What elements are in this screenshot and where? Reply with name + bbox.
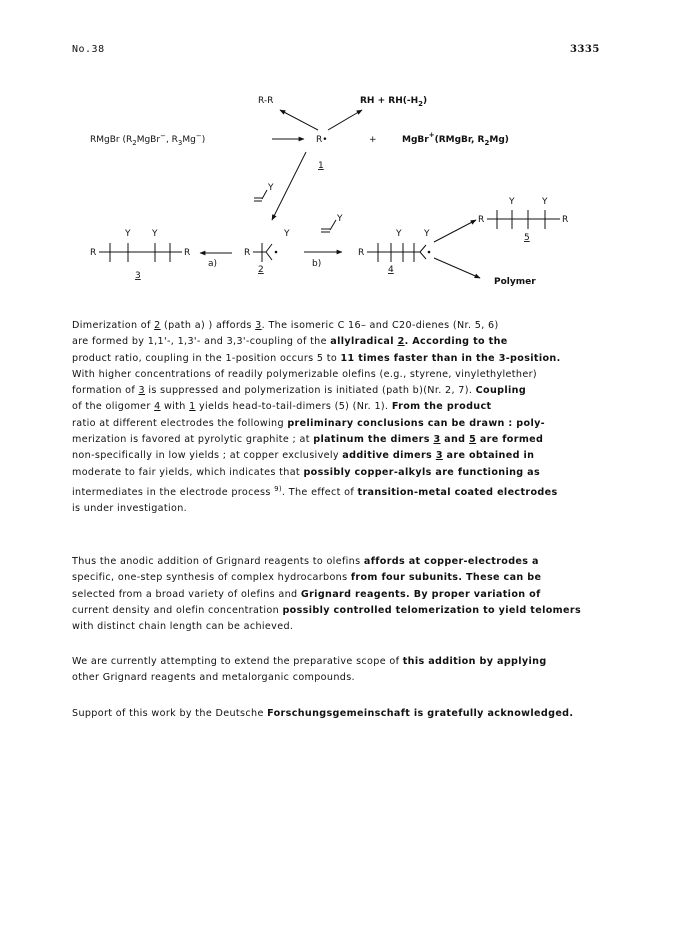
text-run: is suppressed and polymerization is initiated (path b)(Nr. 2, 7). — [145, 385, 476, 397]
text-run: moderate to fair yields, which indicates that — [72, 466, 304, 478]
svg-text:Y: Y — [152, 229, 158, 239]
arrow-radical-to-2 — [272, 152, 306, 220]
text-run: this addition by applying — [402, 656, 547, 667]
olefin-y-structure-b — [321, 214, 343, 232]
text-run: with distinct chain length can be achieved. — [72, 621, 294, 633]
paragraph-dimerization — [72, 318, 612, 518]
svg-text:Y: Y — [284, 229, 290, 239]
svg-text:Y: Y — [542, 197, 548, 207]
reaction-scheme — [0, 80, 680, 290]
text-run: affords at copper-electrodes a — [363, 556, 539, 567]
text-run: other Grignard reagents and metalorganic compounds. — [72, 672, 355, 684]
text-run: 5 — [469, 434, 477, 446]
text-run: . The isomeric C 16– and C20-dienes (Nr. 5, 6) — [261, 320, 499, 331]
paragraph-acknowledgement — [72, 706, 612, 722]
svg-text:Y: Y — [424, 229, 430, 239]
text-run: Grignard reagents. By proper variation of — [300, 588, 541, 600]
svg-text:R: R — [184, 248, 191, 258]
text-run: Forschungsgemeinschaft is gratefully acknowledged. — [267, 708, 574, 719]
text-run: 9) — [274, 484, 282, 493]
text-run: platinum the dimers — [313, 434, 434, 446]
journal-issue: No.38 — [72, 44, 105, 55]
text-run: Coupling — [475, 385, 527, 397]
svg-text:2: 2 — [258, 265, 264, 275]
text-run: are obtained in — [442, 450, 535, 462]
arrow-to-rr — [280, 110, 318, 130]
text-run: We are currently attempting to extend the preparative scope of — [72, 656, 403, 667]
text-run: is under investigation. — [72, 503, 188, 515]
text-run: product ratio, coupling in the 1-position occurs 5 to — [72, 352, 341, 364]
oligomer-4-structure — [358, 229, 430, 275]
text-run: 3 — [138, 385, 145, 397]
text-run: specific, one-step synthesis of complex hydrocarbons — [72, 572, 351, 584]
arrow-to-rh — [328, 110, 362, 130]
text-run: merization is favored at pyrolytic graphite ; at — [72, 434, 314, 446]
text-run: are formed — [476, 434, 544, 446]
allylradical-2-structure — [244, 229, 290, 275]
text-run: selected from a broad variety of olefins and — [72, 588, 301, 600]
rh-products-label: RH + $RH(-H_2)$ — [360, 96, 428, 108]
text-run: Support of this work by the Deutsche — [72, 708, 268, 719]
text-run: non-specifically in low yields ; at copper exclusively — [72, 450, 343, 462]
svg-text:Y: Y — [509, 197, 515, 207]
text-run: possibly controlled telomerization to yield telomers — [282, 604, 582, 616]
polymer-label: Polymer — [494, 277, 536, 287]
text-run: yields head-to-tail-dimers (5) (Nr. 1). — [195, 401, 392, 413]
text-run: of the oligomer — [72, 401, 155, 413]
text-run: possibly copper-alkyls are functioning as — [303, 466, 541, 478]
text-run: 4 — [154, 401, 161, 413]
text-run: 3 — [435, 450, 443, 462]
text-run: current density and olefin concentration — [72, 604, 283, 616]
text-run: transition-metal coated electrodes — [357, 487, 558, 499]
svg-text:R: R — [562, 215, 569, 225]
svg-text:Y: Y — [268, 183, 274, 193]
text-run: preliminary conclusions can be drawn : poly- — [287, 417, 546, 429]
dimer-3-structure — [90, 229, 190, 281]
text-run: 1 — [189, 401, 196, 413]
head-to-tail-dimer-5-structure — [478, 197, 568, 243]
text-run: allylradical — [330, 336, 398, 348]
svg-text:Y: Y — [337, 214, 343, 224]
text-run: ratio at different electrodes the following — [72, 417, 288, 429]
svg-text:Y: Y — [125, 229, 131, 239]
text-run: 11 times faster than in the 3-position. — [340, 352, 561, 364]
text-run: intermediates in the electrode process — [72, 487, 275, 499]
svg-text:R: R — [358, 248, 365, 258]
radical-label: R• — [316, 135, 328, 145]
arrow-to-dimer-5 — [434, 220, 476, 242]
text-run: are formed by 1,1'-, 1,3'- and 3,3'-coupling of the — [72, 336, 331, 348]
text-run: 3 — [433, 434, 441, 446]
path-b-label: b) — [312, 259, 322, 269]
svg-text:3: 3 — [135, 271, 141, 281]
page-number: 3335 — [570, 44, 600, 55]
paragraph-anodic-addition — [72, 554, 612, 635]
text-run: 3 — [255, 320, 262, 331]
arrow-to-polymer — [434, 258, 480, 278]
svg-text:R: R — [478, 215, 485, 225]
text-run: From the product — [391, 401, 492, 413]
svg-text:R: R — [244, 248, 251, 258]
text-run: and — [440, 434, 470, 446]
text-run: . The effect of — [281, 487, 358, 499]
magnesium-species-label: MgBr+(RMgBr, $R_2Mg$) — [402, 131, 509, 147]
text-run: Thus the anodic addition of Grignard reagents to olefins — [72, 556, 364, 567]
path-a-label: a) — [208, 259, 218, 269]
compound-1-label: 1 — [318, 161, 324, 171]
text-run: (path a) ) affords — [160, 320, 256, 331]
paragraph-preparative-scope — [72, 654, 612, 687]
svg-text:Y: Y — [396, 229, 402, 239]
text-run: additive dimers — [342, 450, 436, 462]
grignard-reagents-label: RMgBr ($R_2MgBr^-$, $R_3Mg^-$) — [90, 132, 206, 147]
text-run: . According to the — [404, 336, 508, 348]
svg-text:R: R — [90, 248, 97, 258]
text-run: 2 — [397, 336, 405, 348]
text-run: With higher concentrations of readily polymerizable olefins (e.g., styrene, vinylethylether) — [72, 368, 537, 380]
text-run: Dimerization of — [72, 320, 155, 331]
plus-sign: + — [369, 135, 377, 145]
olefin-y-structure — [254, 183, 274, 201]
text-run: with — [160, 401, 190, 413]
text-run: formation of — [72, 385, 139, 397]
text-run: from four subunits. These can be — [350, 572, 542, 584]
svg-text:5: 5 — [524, 233, 530, 243]
svg-text:4: 4 — [388, 265, 394, 275]
dimer-rr-label: R-R — [258, 96, 274, 106]
text-run: 2 — [154, 320, 161, 331]
